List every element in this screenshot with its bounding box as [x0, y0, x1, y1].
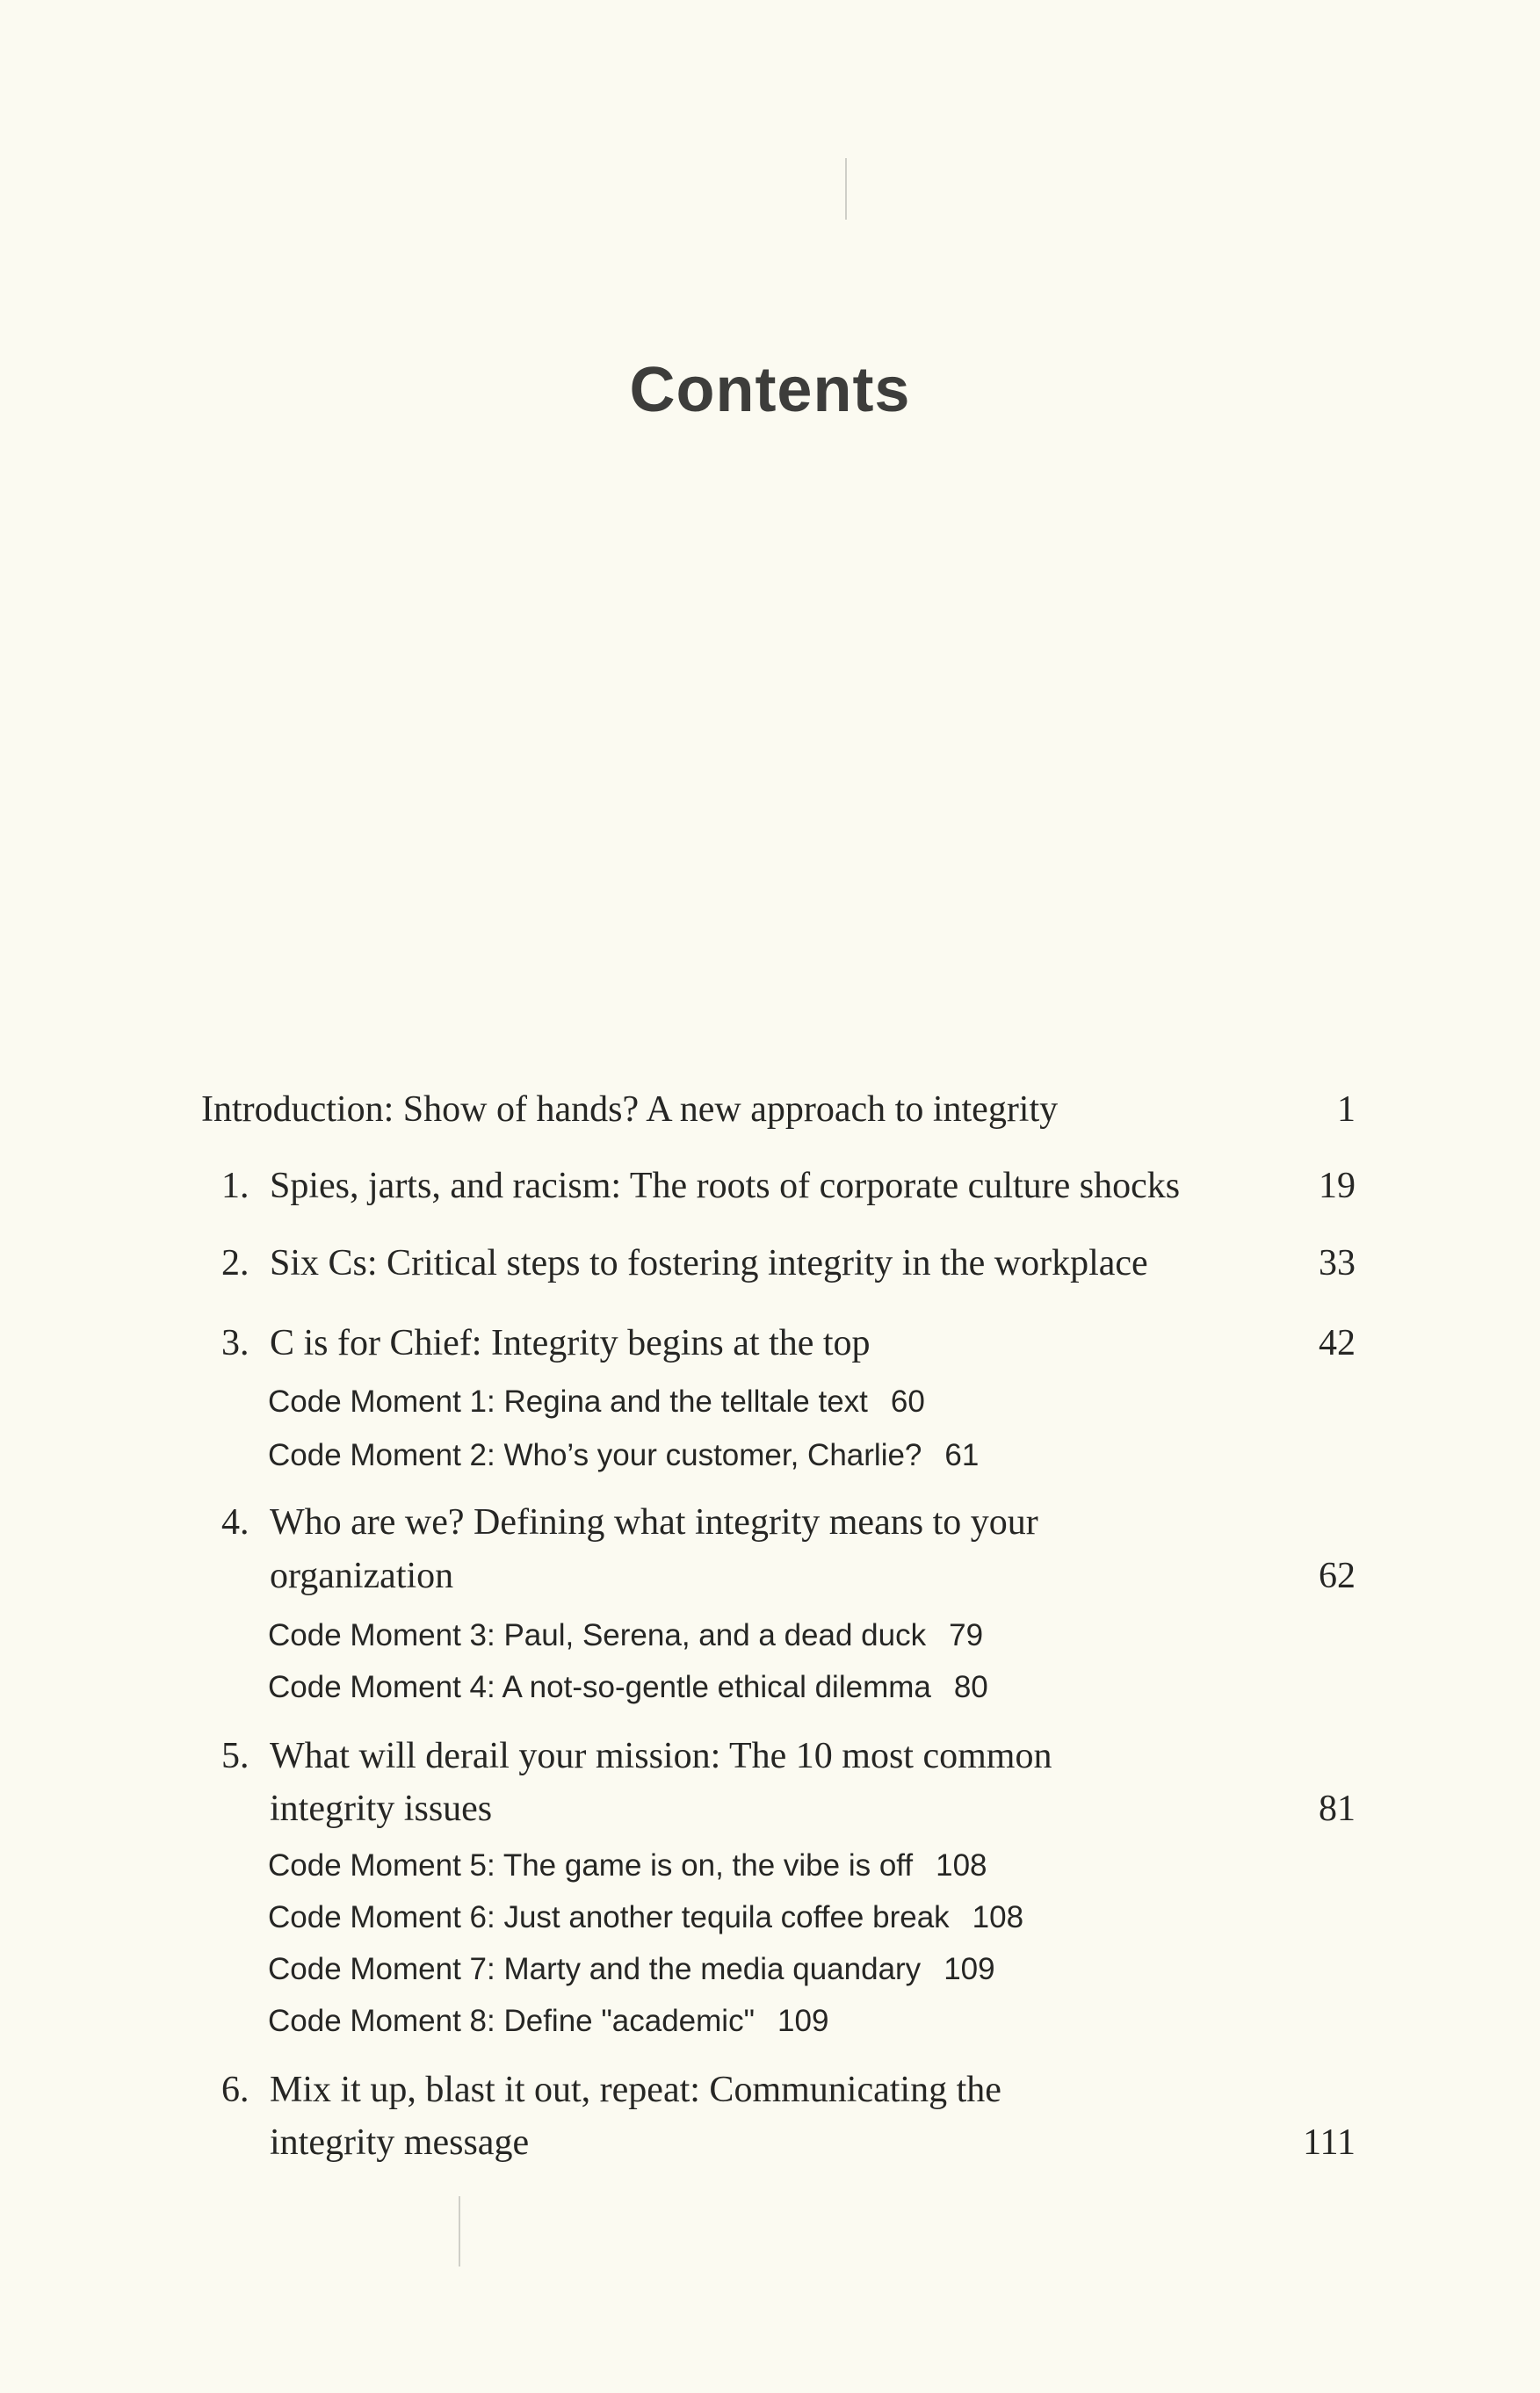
code-moment-2[interactable]	[0, 1431, 1540, 1480]
code-moment-4[interactable]	[0, 1663, 1540, 1712]
toc-entry-chapter-3[interactable]	[0, 1319, 1540, 1368]
code-moment-title: Code Moment 8: Define "academic"	[268, 2004, 756, 2038]
code-moment-page: 108	[936, 1848, 987, 1883]
entry-title: C is for Chief: Integrity begins at the top	[270, 1323, 871, 1363]
code-moment-8[interactable]	[0, 1997, 1540, 2046]
toc-entry-chapter-6[interactable]	[0, 2065, 1540, 2115]
code-moment-title: Code Moment 1: Regina and the telltale text	[268, 1384, 868, 1419]
code-moment-5[interactable]	[0, 1841, 1540, 1891]
code-moment-title: Code Moment 4: A not-so-gentle ethical dilemma	[268, 1670, 931, 1704]
scan-mark	[459, 2196, 460, 2266]
entry-title-cont: integrity issues	[270, 1789, 493, 1829]
toc-entry-chapter-2[interactable]	[0, 1239, 1540, 1288]
code-moment-page: 61	[944, 1438, 980, 1472]
chapter-number: 3.	[221, 1323, 249, 1363]
code-moment-title: Code Moment 7: Marty and the media quandary	[268, 1952, 922, 1986]
toc-entry-chapter-5-cont[interactable]	[0, 1784, 1540, 1833]
code-moment-page: 108	[972, 1900, 1024, 1934]
entry-title: Six Cs: Critical steps to fostering integrity in the workplace	[270, 1243, 1148, 1283]
entry-page: 42	[1319, 1323, 1356, 1363]
code-moment-page: 79	[949, 1618, 984, 1652]
entry-title: Who are we? Defining what integrity means to your	[270, 1502, 1038, 1543]
chapter-number: 2.	[221, 1243, 249, 1283]
chapter-number: 5.	[221, 1736, 249, 1776]
entry-page: 19	[1319, 1166, 1356, 1206]
chapter-number: 1.	[221, 1166, 249, 1206]
code-moment-title: Code Moment 2: Who’s your customer, Charlie?	[268, 1438, 922, 1472]
code-moment-page: 109	[777, 2004, 829, 2038]
code-moment-6[interactable]	[0, 1893, 1540, 1942]
toc-entry-chapter-4-cont[interactable]	[0, 1551, 1540, 1601]
entry-title: What will derail your mission: The 10 most common	[270, 1736, 1052, 1776]
entry-title: Mix it up, blast it out, repeat: Communicating the	[270, 2070, 1001, 2110]
code-moment-7[interactable]	[0, 1945, 1540, 1994]
entry-title-cont: organization	[270, 1556, 454, 1596]
toc-entry-chapter-6-cont[interactable]	[0, 2118, 1540, 2167]
chapter-number: 4.	[221, 1502, 249, 1543]
code-moment-3[interactable]	[0, 1611, 1540, 1660]
entry-page: 33	[1319, 1243, 1356, 1283]
toc-entry-chapter-1[interactable]	[0, 1161, 1540, 1211]
entry-page: 1	[1337, 1089, 1356, 1130]
entry-page: 62	[1319, 1556, 1356, 1596]
code-moment-page: 60	[890, 1384, 925, 1419]
code-moment-1[interactable]	[0, 1377, 1540, 1427]
entry-page: 111	[1303, 2122, 1356, 2163]
entry-title: Introduction: Show of hands? A new approach to integrity	[201, 1089, 1059, 1130]
code-moment-title: Code Moment 3: Paul, Serena, and a dead duck	[268, 1618, 927, 1652]
entry-title: Spies, jarts, and racism: The roots of corporate culture shocks	[270, 1166, 1181, 1206]
entry-title-cont: integrity message	[270, 2122, 530, 2163]
code-moment-title: Code Moment 6: Just another tequila coffee break	[268, 1900, 950, 1934]
toc-entry-chapter-5[interactable]	[0, 1731, 1540, 1781]
entry-page: 81	[1319, 1789, 1356, 1829]
chapter-number: 6.	[221, 2070, 249, 2110]
toc-entry-chapter-4[interactable]	[0, 1498, 1540, 1547]
code-moment-page: 109	[944, 1952, 995, 1986]
scan-mark	[845, 158, 847, 220]
code-moment-page: 80	[953, 1670, 988, 1704]
toc-entry-introduction[interactable]	[0, 1085, 1540, 1134]
code-moment-title: Code Moment 5: The game is on, the vibe is off	[268, 1848, 914, 1883]
page-title: Contents	[629, 355, 911, 426]
